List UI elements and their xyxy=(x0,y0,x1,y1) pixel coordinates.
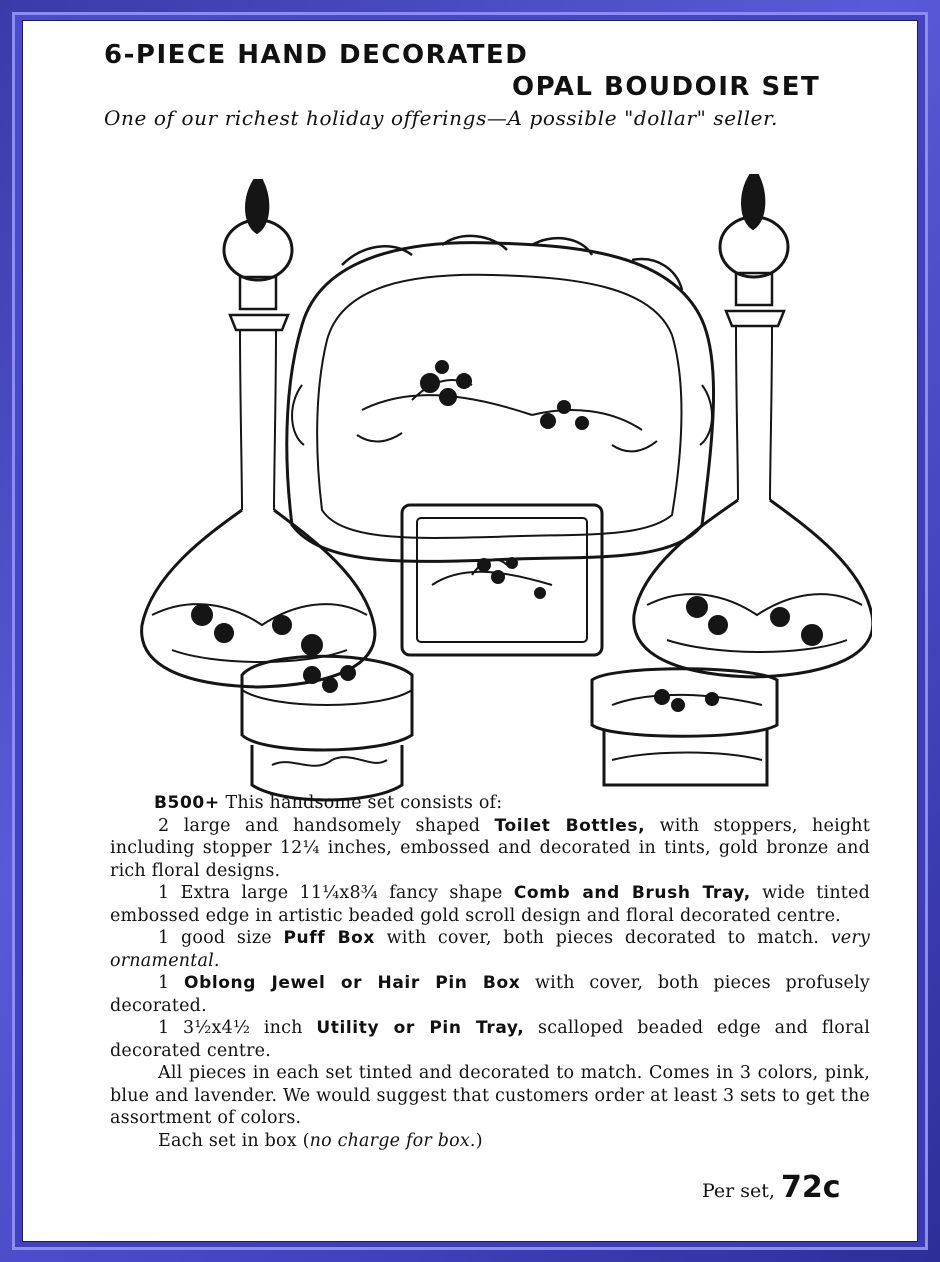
item-4-prefix: 1 xyxy=(158,973,185,993)
item-toilet-bottles xyxy=(110,815,870,883)
item-3-details: with cover, both pieces decorated to match. xyxy=(374,928,831,948)
item-1-prefix: 2 large and handsomely shaped xyxy=(158,815,495,836)
price-value: 72c xyxy=(780,1170,841,1205)
box-note-prefix: Each set in box ( xyxy=(158,1130,310,1151)
price xyxy=(702,1170,841,1205)
item-comb-brush-tray xyxy=(110,882,870,927)
item-puff-box xyxy=(110,927,870,972)
box-note-suffix: ) xyxy=(475,1130,483,1151)
item-5-prefix: 1 3½x4½ inch xyxy=(158,1018,317,1038)
item-2-prefix: 1 Extra large 11¼x8¾ fancy shape xyxy=(158,883,514,903)
price-label: Per set, xyxy=(702,1180,775,1202)
catalog-page xyxy=(22,20,918,1242)
pin-tray-drawing xyxy=(402,505,602,655)
advertisement xyxy=(22,20,918,1242)
item-4-details: with cover, both pieces profusely decorated. xyxy=(110,973,871,1016)
closing-paragraph: All pieces in each set tinted and decorated to match. Comes in 3 colors, pink, blue and lavender. We would suggest that customers order at least 3 sets to get the assortment of colors. xyxy=(110,1063,870,1128)
comb-brush-tray-drawing xyxy=(287,236,714,561)
item-1-name: Toilet Bottles, xyxy=(494,815,646,836)
item-utility-tray xyxy=(110,1017,870,1062)
product-code: B500+ xyxy=(154,793,220,813)
intro-text: This handsome set consists of: xyxy=(225,793,503,813)
intro-paragraph xyxy=(110,792,870,815)
boudoir-set-illustration xyxy=(112,145,872,805)
box-note-italic: no charge for box. xyxy=(309,1130,476,1151)
item-4-name: Oblong Jewel or Hair Pin Box xyxy=(184,973,521,993)
item-2-details: wide tinted embossed edge in artistic beaded gold scroll design and floral decorated centre. xyxy=(110,883,870,926)
left-toilet-bottle-drawing xyxy=(142,180,375,687)
box-note xyxy=(110,1130,870,1153)
tagline: One of our richest holiday offerings—A possible "dollar" seller. xyxy=(104,106,779,130)
item-3-note: very ornamental. xyxy=(110,928,870,971)
item-3-prefix: 1 good size xyxy=(158,928,284,948)
item-2-name: Comb and Brush Tray, xyxy=(513,883,751,903)
item-jewel-box xyxy=(110,972,870,1017)
item-5-name: Utility or Pin Tray, xyxy=(316,1018,525,1038)
item-3-name: Puff Box xyxy=(283,928,375,948)
title-line-1: 6-PIECE HAND DECORATED xyxy=(104,40,529,70)
item-5-details: scalloped beaded edge and floral decorated centre. xyxy=(110,1018,871,1061)
puff-box-drawing xyxy=(242,656,412,800)
description-text xyxy=(110,792,870,1152)
title-line-2: OPAL BOUDOIR SET xyxy=(512,72,821,102)
jewel-box-drawing xyxy=(592,669,777,785)
item-1-details: with stoppers, height including stopper 12¼ inches, embossed and decorated in tints, gold bronze and rich floral designs. xyxy=(110,815,870,881)
right-toilet-bottle-drawing xyxy=(634,175,872,677)
